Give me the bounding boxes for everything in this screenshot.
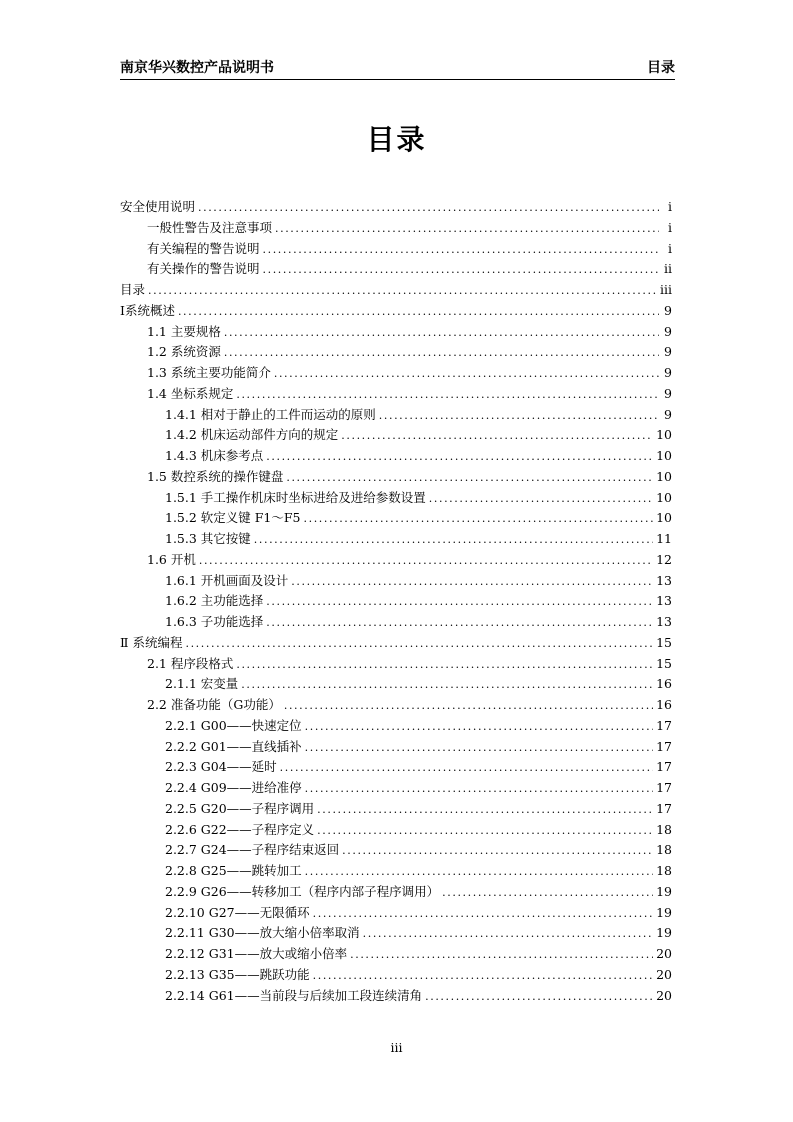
- toc-entry-page: 20: [656, 987, 672, 1003]
- toc-entry-label: 2.2.10 G27——无限循环: [165, 904, 310, 920]
- toc-dot-leader: [280, 758, 653, 779]
- toc-entry-label: 1.1 主要规格: [147, 323, 221, 339]
- toc-entry-label: 安全使用说明: [120, 199, 196, 214]
- toc-dot-leader: [224, 343, 659, 364]
- toc-entry-page: 13: [656, 614, 672, 629]
- toc-entry[interactable]: [120, 799, 672, 820]
- toc-dot-leader: [199, 551, 653, 572]
- toc-entry-page: 10: [656, 510, 672, 526]
- toc-entry[interactable]: [120, 239, 672, 260]
- toc-entry[interactable]: [120, 695, 672, 716]
- toc-entry-page: 20: [656, 966, 672, 982]
- toc-entry-page: 9: [664, 406, 672, 422]
- toc-dot-leader: [305, 717, 653, 738]
- toc-entry-label: 1.2 系统资源: [147, 344, 221, 360]
- toc-entry-page: iii: [660, 282, 672, 297]
- toc-entry-page: 16: [656, 676, 672, 692]
- toc-entry-page: 11: [656, 531, 672, 546]
- toc-dot-leader: [284, 696, 653, 717]
- toc-entry[interactable]: [120, 363, 672, 384]
- toc-entry[interactable]: [120, 861, 672, 882]
- toc-entry[interactable]: [120, 778, 672, 799]
- toc-dot-leader: [305, 738, 653, 759]
- toc-dot-leader: [425, 987, 653, 1008]
- page-number: iii: [390, 1040, 403, 1055]
- toc-entry-page: 9: [664, 365, 672, 380]
- toc-dot-leader: [266, 592, 653, 613]
- toc-entry-label: 2.2 准备功能（G功能）: [147, 697, 281, 712]
- toc-entry-label: 1.3 系统主要功能简介: [147, 365, 271, 380]
- header-section-title: 目录: [647, 60, 675, 76]
- toc-entry[interactable]: [120, 820, 672, 841]
- toc-entry-label: 2.2.12 G31——放大或缩小倍率: [165, 946, 348, 961]
- toc-entry-label: 1.4.1 相对于静止的工件而运动的原则: [165, 406, 376, 422]
- toc-entry-page: 17: [656, 717, 672, 733]
- toc-entry-page: 17: [656, 800, 672, 816]
- toc-entry-label: Ⅱ 系统编程: [120, 634, 183, 650]
- toc-dot-leader: [304, 509, 654, 530]
- toc-dot-leader: [263, 260, 659, 281]
- toc-entry-page: i: [668, 219, 672, 235]
- toc-entry-label: 2.2.8 G25——跳转加工: [165, 863, 302, 878]
- toc-entry-page: 9: [664, 302, 672, 318]
- toc-entry[interactable]: [120, 405, 672, 426]
- toc-entry[interactable]: [120, 986, 672, 1007]
- toc-entry[interactable]: [120, 301, 672, 322]
- toc-entry-label: 1.5.2 软定义键 F1～F5: [165, 510, 301, 526]
- toc-entry[interactable]: [120, 923, 672, 944]
- toc-entry[interactable]: [120, 674, 672, 695]
- toc-entry-page: 20: [656, 946, 672, 961]
- toc-entry-label: 2.1.1 宏变量: [165, 676, 239, 692]
- toc-entry[interactable]: [120, 488, 672, 509]
- page-header: [120, 58, 675, 80]
- toc-entry[interactable]: [120, 342, 672, 363]
- toc-entry-page: 19: [656, 925, 672, 941]
- toc-dot-leader: [317, 821, 653, 842]
- toc-entry[interactable]: [120, 840, 672, 861]
- toc-entry[interactable]: [120, 280, 672, 301]
- toc-entry-label: 有关编程的警告说明: [147, 240, 260, 256]
- toc-entry[interactable]: [120, 197, 672, 218]
- toc-entry-label: 1.4 坐标系规定: [147, 385, 234, 401]
- toc-entry[interactable]: [120, 550, 672, 571]
- toc-entry[interactable]: [120, 903, 672, 924]
- toc-entry[interactable]: [120, 467, 672, 488]
- toc-entry-page: 16: [656, 697, 672, 712]
- toc-entry[interactable]: [120, 425, 672, 446]
- toc-entry[interactable]: [120, 882, 672, 903]
- toc-entry-label: 1.6.2 主功能选择: [165, 593, 264, 609]
- toc-dot-leader: [363, 924, 653, 945]
- toc-entry-page: 17: [656, 738, 672, 754]
- toc-dot-leader: [442, 883, 653, 904]
- toc-entry-page: 17: [656, 759, 672, 775]
- toc-dot-leader: [263, 240, 659, 261]
- toc-entry-label: 1.6.3 子功能选择: [165, 614, 264, 629]
- toc-dot-leader: [266, 613, 653, 634]
- toc-dot-leader: [148, 281, 657, 302]
- toc-entry-label: 2.2.3 G04——延时: [165, 759, 277, 775]
- toc-entry-page: 10: [656, 427, 672, 443]
- toc-entry-page: 10: [656, 448, 672, 463]
- toc-entry-label: 2.2.5 G20——子程序调用: [165, 800, 315, 816]
- toc-dot-leader: [350, 945, 653, 966]
- toc-entry-page: 18: [656, 863, 672, 878]
- toc-entry[interactable]: [120, 716, 672, 737]
- toc-entry[interactable]: [120, 259, 672, 280]
- toc-entry[interactable]: [120, 944, 672, 965]
- toc-entry[interactable]: [120, 737, 672, 758]
- toc-dot-leader: [236, 385, 659, 406]
- toc-entry-label: 1.5.1 手工操作机床时坐标进给及进给参数设置: [165, 489, 426, 505]
- toc-dot-leader: [342, 841, 653, 862]
- toc-dot-leader: [286, 468, 653, 489]
- toc-entry-label: 2.2.6 G22——子程序定义: [165, 821, 315, 837]
- toc-entry-label: 有关操作的警告说明: [147, 261, 260, 277]
- toc-entry-label: 1.5.3 其它按键: [165, 531, 251, 546]
- toc-dot-leader: [429, 489, 653, 510]
- toc-entry-label: 2.2.2 G01——直线插补: [165, 738, 302, 754]
- toc-entry-page: 18: [656, 842, 672, 858]
- toc-dot-leader: [185, 634, 653, 655]
- toc-entry-page: 13: [656, 593, 672, 609]
- toc-entry[interactable]: [120, 757, 672, 778]
- toc-entry-page: i: [668, 240, 672, 256]
- toc-entry[interactable]: [120, 508, 672, 529]
- toc-entry[interactable]: [120, 446, 672, 467]
- toc-entry-label: 一般性警告及注意事项: [147, 219, 273, 235]
- toc-entry-label: 2.2.13 G35——跳跃功能: [165, 966, 310, 982]
- toc-dot-leader: [313, 904, 653, 925]
- toc-entry-page: 19: [656, 883, 672, 899]
- toc-dot-leader: [313, 966, 653, 987]
- toc-entry-label: 1.4.3 机床参考点: [165, 448, 264, 463]
- toc-entry-label: Ⅰ系统概述: [120, 302, 175, 318]
- toc-entry-label: 2.2.11 G30——放大缩小倍率取消: [165, 925, 360, 941]
- toc-entry-page: 18: [656, 821, 672, 837]
- toc-dot-leader: [291, 572, 653, 593]
- toc-entry-page: 9: [664, 385, 672, 401]
- toc-dot-leader: [305, 779, 653, 800]
- toc-dot-leader: [317, 800, 653, 821]
- toc-entry-page: 9: [664, 323, 672, 339]
- toc-entry[interactable]: [120, 965, 672, 986]
- toc-entry-label: 2.2.9 G26——转移加工（程序内部子程序调用）: [165, 883, 440, 899]
- toc-entry-label: 目录: [120, 282, 146, 297]
- toc-dot-leader: [178, 302, 659, 323]
- toc-dot-leader: [254, 530, 653, 551]
- toc-entry[interactable]: [120, 633, 672, 654]
- toc-entry-label: 2.2.14 G61——当前段与后续加工段连续清角: [165, 987, 423, 1003]
- toc-entry-label: 1.6 开机: [147, 551, 196, 567]
- toc-dot-leader: [266, 447, 653, 468]
- toc-entry-page: 12: [656, 551, 672, 567]
- toc-entry-page: 13: [656, 572, 672, 588]
- toc-dot-leader: [224, 323, 659, 344]
- toc-dot-leader: [274, 364, 659, 385]
- toc-entry-label: 2.2.1 G00——快速定位: [165, 717, 302, 733]
- toc-entry[interactable]: [120, 591, 672, 612]
- toc-entry[interactable]: [120, 218, 672, 239]
- toc-entry-label: 2.1 程序段格式: [147, 655, 234, 671]
- toc-entry-label: 1.6.1 开机画面及设计: [165, 572, 289, 588]
- toc-entry-page: 10: [656, 489, 672, 505]
- toc-entry[interactable]: [120, 322, 672, 343]
- toc-entry-page: 15: [656, 634, 672, 650]
- toc-entry[interactable]: [120, 612, 672, 633]
- toc-entry-page: 15: [656, 655, 672, 671]
- toc-dot-leader: [341, 426, 653, 447]
- toc-dot-leader: [275, 219, 659, 240]
- page-title: 目录: [366, 123, 427, 156]
- toc-entry-page: ii: [664, 261, 672, 277]
- toc-entry[interactable]: [120, 654, 672, 675]
- toc-entry-label: 2.2.7 G24——子程序结束返回: [165, 842, 340, 858]
- toc-entry-label: 2.2.4 G09——进给准停: [165, 780, 302, 795]
- toc-entry-label: 1.5 数控系统的操作键盘: [147, 468, 284, 484]
- toc-entry-page: 17: [656, 780, 672, 795]
- toc-entry-page: 19: [656, 904, 672, 920]
- toc-entry-page: i: [668, 199, 672, 214]
- toc-entry-page: 10: [656, 468, 672, 484]
- toc-dot-leader: [236, 655, 653, 676]
- toc-entry[interactable]: [120, 529, 672, 550]
- header-document-title: 南京华兴数控产品说明书: [120, 60, 274, 76]
- toc-dot-leader: [305, 862, 653, 883]
- toc-entry[interactable]: [120, 571, 672, 592]
- toc-entry-page: 9: [664, 344, 672, 360]
- toc-dot-leader: [241, 675, 653, 696]
- table-of-contents: [120, 197, 672, 1006]
- toc-entry[interactable]: [120, 384, 672, 405]
- toc-entry-label: 1.4.2 机床运动部件方向的规定: [165, 427, 339, 443]
- toc-dot-leader: [198, 198, 659, 219]
- toc-dot-leader: [379, 406, 659, 427]
